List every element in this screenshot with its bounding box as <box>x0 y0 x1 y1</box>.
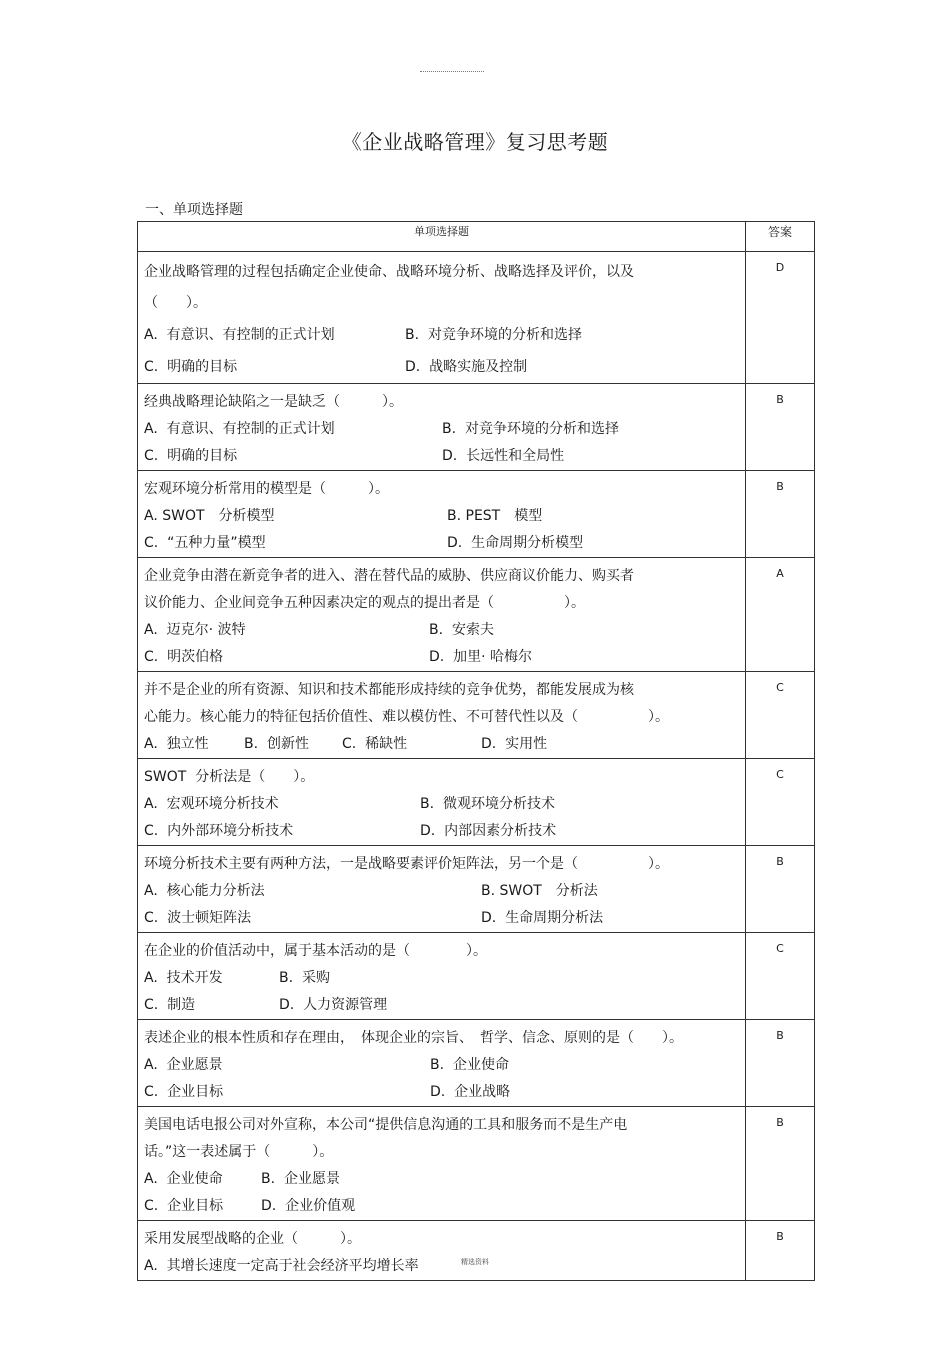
answer-cell: B <box>746 384 815 471</box>
option-row <box>144 731 739 758</box>
answer-option: A. 企业愿景 <box>144 1057 223 1073</box>
question-stem: 企业战略管理的过程包括确定企业使命、战略环境分析、战略选择及评价，以及 <box>144 264 634 280</box>
answer-option: C. 企业目标 <box>144 1198 224 1214</box>
answer-option: A. 核心能力分析法 <box>144 883 265 899</box>
question-stem: 环境分析技术主要有两种方法，一是战略要素评价矩阵法，另一个是（ ）。 <box>144 856 669 872</box>
question-cell <box>138 672 746 759</box>
answer-cell: C <box>746 933 815 1020</box>
table-row <box>138 1107 815 1221</box>
question-stem: 企业竞争由潜在新竞争者的进入、潜在替代品的威胁、供应商议价能力、购买者 <box>144 568 634 584</box>
table-header-row <box>138 222 815 252</box>
option-row <box>144 416 739 443</box>
answer-option: B. 对竞争环境的分析和选择 <box>405 327 582 343</box>
answer-option: B. 采购 <box>279 970 330 986</box>
answer-option: D. 战略实施及控制 <box>405 359 528 375</box>
answer-option: C. 明确的目标 <box>144 448 238 464</box>
question-stem: 美国电话电报公司对外宣称，本公司“提供信息沟通的工具和服务而不是生产电 <box>144 1117 628 1133</box>
answer-cell: A <box>746 558 815 672</box>
question-cell <box>138 471 746 558</box>
table-row <box>138 933 815 1020</box>
option-row <box>144 319 739 351</box>
answer-option: C. 明茨伯格 <box>144 649 224 665</box>
question-cell <box>138 558 746 672</box>
answer-option: C. 稀缺性 <box>342 736 408 752</box>
page-footer: 精选资料 <box>461 1258 489 1266</box>
answer-option: B. 微观环境分析技术 <box>420 796 555 812</box>
question-stem: 宏观环境分析常用的模型是（ ）。 <box>144 481 389 497</box>
question-stem: 议价能力、企业间竞争五种因素决定的观点的提出者是（ ）。 <box>144 595 585 611</box>
question-stem: （ ）。 <box>144 295 207 311</box>
question-stem: 并不是企业的所有资源、知识和技术都能形成持续的竞争优势，都能发展成为核 <box>144 682 634 698</box>
table-row <box>138 252 815 384</box>
question-cell <box>138 384 746 471</box>
header-rule <box>420 71 484 72</box>
answer-cell: B <box>746 1107 815 1221</box>
answer-option: B. PEST 模型 <box>447 508 543 524</box>
question-cell <box>138 1221 746 1281</box>
answer-option: A. 企业使命 <box>144 1171 223 1187</box>
option-row <box>144 644 739 671</box>
answer-option: D. 企业战略 <box>430 1084 511 1100</box>
table-row <box>138 672 815 759</box>
answer-option: D. 长远性和全局性 <box>442 448 565 464</box>
answer-option: C. “五种力量”模型 <box>144 535 266 551</box>
answer-cell: B <box>746 1221 815 1281</box>
answer-cell: B <box>746 1020 815 1107</box>
option-row <box>144 617 739 644</box>
answer-option: B. 企业愿景 <box>261 1171 340 1187</box>
answer-option: A. 独立性 <box>144 736 209 752</box>
answer-option: C. 明确的目标 <box>144 359 238 375</box>
option-row <box>144 905 739 932</box>
header-answer: 答案 <box>746 222 815 252</box>
answer-option: D. 人力资源管理 <box>279 997 388 1013</box>
option-row <box>144 443 739 470</box>
answer-cell: D <box>746 252 815 384</box>
answer-option: A. 迈克尔· 波特 <box>144 622 246 638</box>
question-cell <box>138 252 746 384</box>
table-row <box>138 558 815 672</box>
answer-option: D. 实用性 <box>481 736 548 752</box>
question-stem: 话。”这一表述属于（ ）。 <box>144 1144 334 1160</box>
table-row <box>138 1020 815 1107</box>
answer-cell: C <box>746 759 815 846</box>
answer-option: B. SWOT 分析法 <box>481 883 598 899</box>
option-row <box>144 503 739 530</box>
answer-option: A. 有意识、有控制的正式计划 <box>144 421 335 437</box>
answer-cell: B <box>746 846 815 933</box>
question-cell <box>138 1020 746 1107</box>
page-title: 《企业战略管理》复习思考题 <box>341 130 609 154</box>
option-row <box>144 1079 739 1106</box>
answer-cell: C <box>746 672 815 759</box>
question-cell <box>138 759 746 846</box>
question-table <box>137 221 815 1281</box>
answer-option: A. 宏观环境分析技术 <box>144 796 279 812</box>
answer-option: A. 其增长速度一定高于社会经济平均增长率 <box>144 1258 419 1274</box>
question-stem: 经典战略理论缺陷之一是缺乏（ ）。 <box>144 394 403 410</box>
question-stem: 采用发展型战略的企业（ ）。 <box>144 1231 361 1247</box>
table-row <box>138 471 815 558</box>
option-row <box>144 791 739 818</box>
answer-option: D. 生命周期分析法 <box>481 910 604 926</box>
option-row <box>144 1052 739 1079</box>
table-row <box>138 384 815 471</box>
question-stem: 表述企业的根本性质和存在理由， 体现企业的宗旨、 哲学、信念、原则的是（ ）。 <box>144 1030 683 1046</box>
answer-option: D. 加里· 哈梅尔 <box>429 649 533 665</box>
answer-option: C. 企业目标 <box>144 1084 224 1100</box>
answer-option: A. 技术开发 <box>144 970 223 986</box>
answer-option: B. 安索夫 <box>429 622 494 638</box>
answer-option: D. 生命周期分析模型 <box>447 535 584 551</box>
answer-option: B. 创新性 <box>244 736 309 752</box>
answer-option: C. 波士顿矩阵法 <box>144 910 252 926</box>
answer-cell: B <box>746 471 815 558</box>
option-row <box>144 351 739 383</box>
answer-option: D. 企业价值观 <box>261 1198 356 1214</box>
table-row <box>138 846 815 933</box>
question-stem: 心能力。核心能力的特征包括价值性、难以模仿性、不可替代性以及（ ）。 <box>144 709 669 725</box>
answer-option: B. 企业使命 <box>430 1057 509 1073</box>
question-cell <box>138 846 746 933</box>
answer-option: C. 制造 <box>144 997 196 1013</box>
option-row <box>144 530 739 557</box>
answer-option: A. 有意识、有控制的正式计划 <box>144 327 335 343</box>
option-row <box>144 1166 739 1193</box>
option-row <box>144 965 739 992</box>
section-heading: 一、单项选择题 <box>145 202 243 218</box>
table-row <box>138 1221 815 1281</box>
table-row <box>138 759 815 846</box>
option-row <box>144 818 739 845</box>
header-question: 单项选择题 <box>138 222 746 252</box>
answer-option: A. SWOT 分析模型 <box>144 508 275 524</box>
answer-option: C. 内外部环境分析技术 <box>144 823 294 839</box>
option-row <box>144 992 739 1019</box>
question-cell <box>138 933 746 1020</box>
question-stem: SWOT 分析法是（ ）。 <box>144 769 315 785</box>
answer-option: B. 对竞争环境的分析和选择 <box>442 421 619 437</box>
answer-option: D. 内部因素分析技术 <box>420 823 557 839</box>
question-stem: 在企业的价值活动中，属于基本活动的是（ ）。 <box>144 943 487 959</box>
option-row <box>144 1193 739 1220</box>
question-cell <box>138 1107 746 1221</box>
option-row <box>144 878 739 905</box>
